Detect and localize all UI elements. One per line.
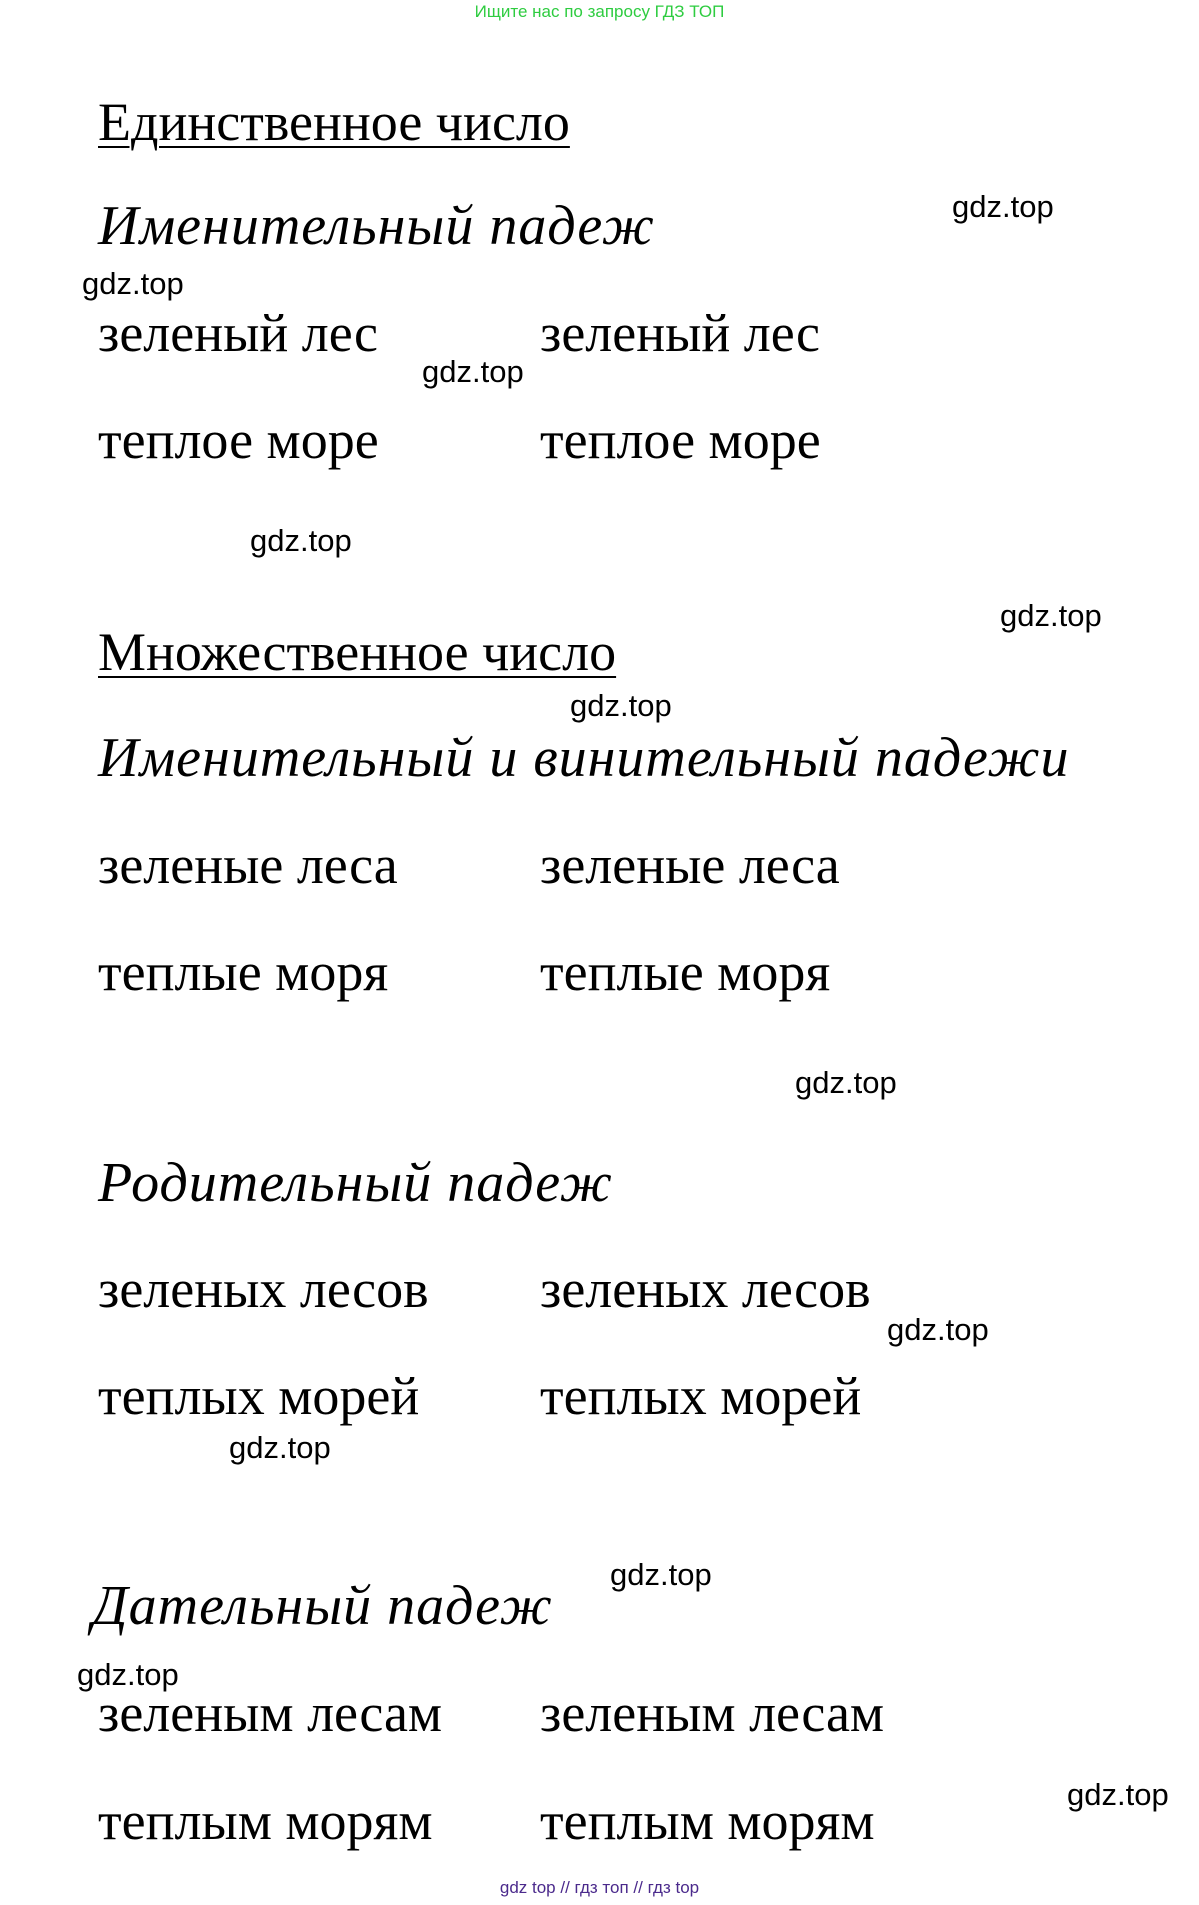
phrase-right: теплых морей <box>540 1366 862 1426</box>
phrase-left: теплое море <box>98 410 379 470</box>
watermark: gdz.top <box>422 354 524 389</box>
watermark: gdz.top <box>570 688 672 723</box>
phrase-left: теплым морям <box>98 1791 433 1851</box>
watermark: gdz.top <box>77 1657 179 1692</box>
singular-heading: Единственное число <box>98 92 570 152</box>
footer-part: гдз топ <box>574 1878 629 1897</box>
phrase-right: зеленых лесов <box>540 1259 871 1319</box>
phrase-right: теплое море <box>540 410 821 470</box>
watermark: gdz.top <box>795 1065 897 1100</box>
footer-part: гдз top <box>647 1878 700 1897</box>
footer-separator: // <box>560 1878 570 1897</box>
watermark: gdz.top <box>250 523 352 558</box>
watermark: gdz.top <box>82 266 184 301</box>
phrase-right: теплым морям <box>540 1791 875 1851</box>
footer-separator: // <box>633 1878 643 1897</box>
top-banner: Ищите нас по запросу ГДЗ ТОП <box>474 2 725 21</box>
case-title-dative: Дательный падеж <box>92 1575 553 1637</box>
phrase-left: зеленые леса <box>98 835 398 895</box>
case-title-genitive: Родительный падеж <box>98 1152 613 1214</box>
watermark: gdz.top <box>610 1557 712 1592</box>
phrase-left: зеленый лес <box>98 303 379 363</box>
plural-heading: Множественное число <box>98 622 617 682</box>
watermark: gdz.top <box>229 1430 331 1465</box>
watermark: gdz.top <box>887 1312 989 1347</box>
footer-part: gdz top <box>499 1878 556 1897</box>
case-title-nominative-singular: Именительный падеж <box>98 195 655 257</box>
watermark: gdz.top <box>1000 598 1102 633</box>
phrase-right: зеленым лесам <box>540 1683 885 1743</box>
phrase-right: теплые моря <box>540 942 831 1002</box>
phrase-right: зеленый лес <box>540 303 821 363</box>
watermark: gdz.top <box>952 189 1054 224</box>
watermark: gdz.top <box>1067 1777 1169 1812</box>
footer <box>0 1878 1199 1898</box>
phrase-left: зеленых лесов <box>98 1259 429 1319</box>
phrase-left: теплые моря <box>98 942 389 1002</box>
phrase-left: зеленым лесам <box>98 1683 443 1743</box>
phrase-left: теплых морей <box>98 1366 420 1426</box>
phrase-right: зеленые леса <box>540 835 840 895</box>
case-title-nominative-accusative-plural: Именительный и винительный падежи <box>98 727 1070 789</box>
